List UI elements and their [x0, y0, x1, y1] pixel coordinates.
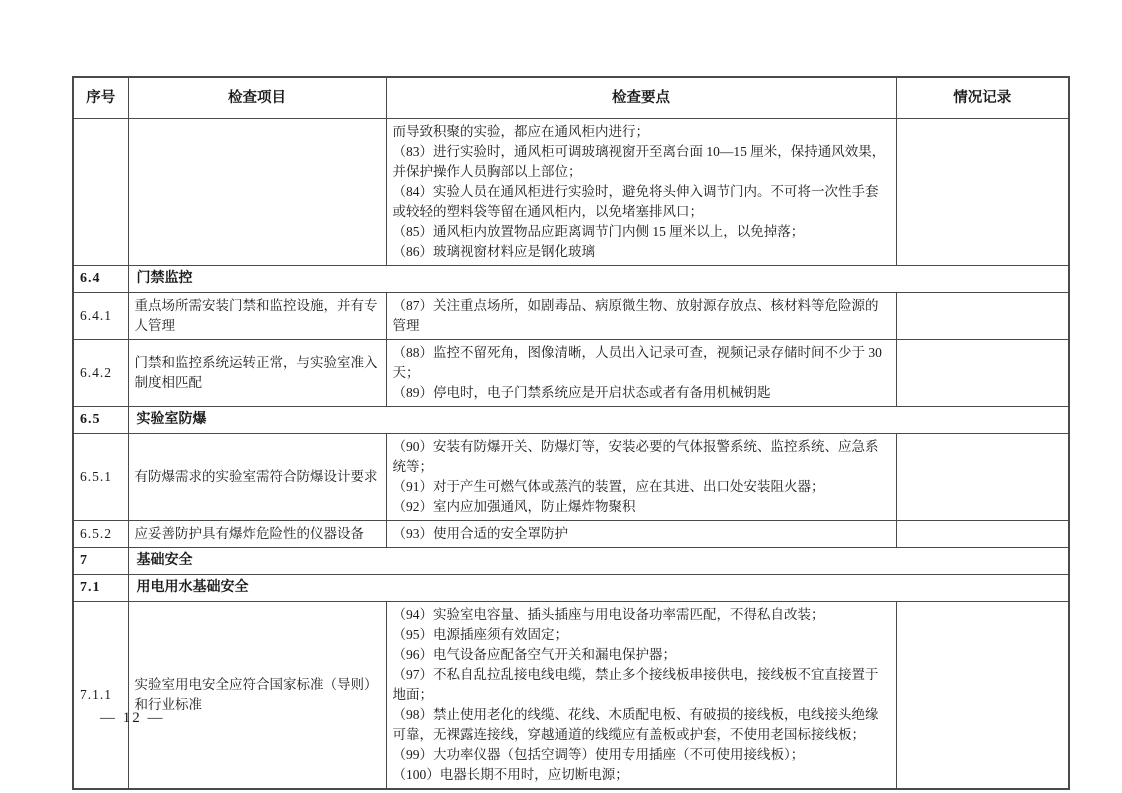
inspection-table	[72, 76, 1070, 790]
section-number: 6.5	[73, 407, 128, 434]
checkpoint-line: （85）通风柜内放置物品应距离调节门内侧 15 厘米以上，以免掉落；	[392, 224, 805, 239]
cell-serial: 6.5.2	[73, 521, 128, 548]
section-row	[73, 575, 1069, 602]
section-row	[73, 407, 1069, 434]
cell-serial: 6.4.2	[73, 340, 128, 407]
cell-inspection-item: 应妥善防护具有爆炸危险性的仪器设备	[128, 521, 386, 548]
checkpoint-line: （96）电气设备应配备空气开关和漏电保护器；	[392, 647, 676, 662]
cell-inspection-points	[386, 340, 896, 407]
cell-situation-record	[896, 521, 1069, 548]
section-title: 用电用水基础安全	[128, 575, 1069, 602]
table-row	[73, 293, 1069, 340]
table-row	[73, 602, 1069, 790]
table-row	[73, 340, 1069, 407]
checkpoint-line: （86）玻璃视窗材料应是钢化玻璃	[392, 244, 595, 259]
cell-situation-record	[896, 602, 1069, 790]
checkpoint-line: （93）使用合适的安全罩防护	[392, 526, 568, 541]
cell-inspection-points	[386, 119, 896, 266]
section-row	[73, 548, 1069, 575]
header-cell-record: 情况记录	[896, 77, 1069, 119]
page-number: — 12 —	[100, 710, 165, 726]
checkpoint-line: （89）停电时，电子门禁系统应是开启状态或者有备用机械钥匙	[392, 385, 771, 400]
header-cell-points: 检查要点	[386, 77, 896, 119]
checkpoint-line: （95）电源插座须有效固定；	[392, 627, 568, 642]
checkpoint-line: （90）安装有防爆开关、防爆灯等，安装必要的气体报警系统、监控系统、应急系统等；	[392, 439, 879, 474]
cell-inspection-item: 有防爆需求的实验室需符合防爆设计要求	[128, 434, 386, 521]
checkpoint-line: （97）不私自乱拉乱接电线电缆，禁止多个接线板串接供电，接线板不宜直接置于地面；	[392, 667, 879, 702]
cell-inspection-item	[128, 119, 386, 266]
checkpoint-line: （91）对于产生可燃气体或蒸汽的装置，应在其进、出口处安装阻火器；	[392, 479, 825, 494]
checkpoint-line: （94）实验室电容量、插头插座与用电设备功率需匹配，不得私自改装；	[392, 607, 825, 622]
table-header-row	[73, 77, 1069, 119]
cell-inspection-points	[386, 602, 896, 790]
cell-situation-record	[896, 293, 1069, 340]
cell-situation-record	[896, 434, 1069, 521]
cell-inspection-item: 重点场所需安装门禁和监控设施，并有专人管理	[128, 293, 386, 340]
checkpoint-line: （84）实验人员在通风柜进行实验时，避免将头伸入调节门内。不可将一次性手套或较轻的塑料袋等留在通风柜内，以免堵塞排风口；	[392, 184, 879, 219]
cell-serial: 7.1.1	[73, 602, 128, 790]
cell-serial	[73, 119, 128, 266]
checkpoint-line: 而导致积聚的实验，都应在通风柜内进行；	[392, 124, 649, 139]
cell-inspection-points	[386, 521, 896, 548]
table-body	[73, 119, 1069, 790]
checkpoint-line: （83）进行实验时，通风柜可调玻璃视窗开至离台面 10—15 厘米，保持通风效果，并保护操作人员胸部以上部位；	[392, 144, 886, 179]
checkpoint-line: （100）电器长期不用时，应切断电源；	[392, 767, 629, 782]
table-row	[73, 521, 1069, 548]
checkpoint-line: （87）关注重点场所，如剧毒品、病原微生物、放射源存放点、核材料等危险源的管理	[392, 298, 879, 333]
cell-inspection-item: 实验室用电安全应符合国家标准（导则）和行业标准	[128, 602, 386, 790]
cell-inspection-item: 门禁和监控系统运转正常，与实验室准入制度相匹配	[128, 340, 386, 407]
checkpoint-line: （99）大功率仪器（包括空调等）使用专用插座（不可使用接线板）；	[392, 747, 805, 762]
cell-serial: 6.4.1	[73, 293, 128, 340]
section-title: 实验室防爆	[128, 407, 1069, 434]
section-row	[73, 266, 1069, 293]
section-number: 6.4	[73, 266, 128, 293]
cell-situation-record	[896, 340, 1069, 407]
cell-inspection-points	[386, 434, 896, 521]
cell-inspection-points	[386, 293, 896, 340]
header-cell-item: 检查项目	[128, 77, 386, 119]
checkpoint-line: （98）禁止使用老化的线缆、花线、木质配电板、有破损的接线板，电线接头绝缘可靠，无裸露连接线，穿越通道的线缆应有盖板或护套，不使用老国标接线板；	[392, 707, 879, 742]
checkpoint-line: （88）监控不留死角，图像清晰，人员出入记录可查，视频记录存储时间不少于 30 天；	[392, 345, 882, 380]
checkpoint-line: （92）室内应加强通风，防止爆炸物聚积	[392, 499, 636, 514]
table-row	[73, 119, 1069, 266]
table-row	[73, 434, 1069, 521]
cell-situation-record	[896, 119, 1069, 266]
page-footer	[100, 710, 165, 727]
section-title: 门禁监控	[128, 266, 1069, 293]
header-cell-serial: 序号	[73, 77, 128, 119]
section-number: 7	[73, 548, 128, 575]
cell-serial: 6.5.1	[73, 434, 128, 521]
section-title: 基础安全	[128, 548, 1069, 575]
section-number: 7.1	[73, 575, 128, 602]
